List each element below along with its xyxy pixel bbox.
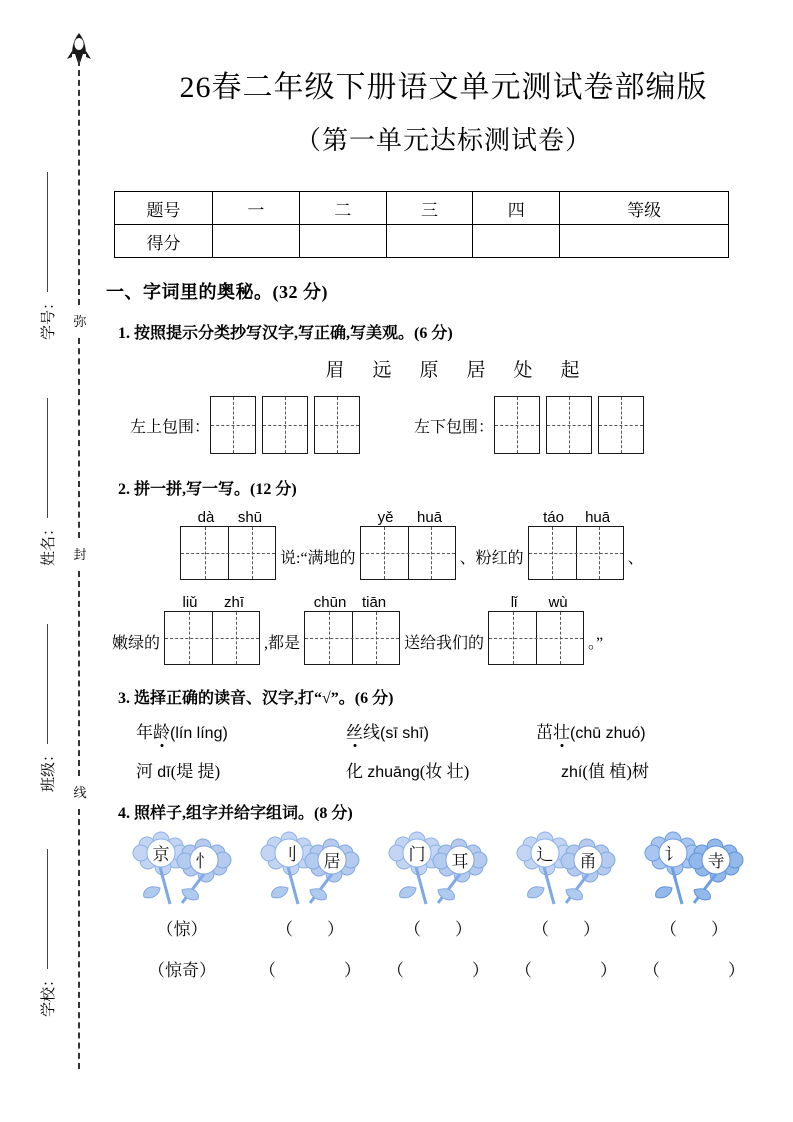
pinyin-label (304, 594, 400, 611)
pinyin-syllable: lǐ (510, 594, 518, 611)
question-1-number: 1. (118, 325, 130, 342)
flower-right-char-1: 居 (323, 852, 341, 871)
question-3-number: 3. (118, 690, 130, 707)
question-1-characters (100, 355, 793, 382)
q3-item-1[interactable] (136, 718, 346, 743)
q1-group-0-label: 左上包围： (130, 418, 211, 436)
q1-group-1-boxes[interactable] (494, 396, 644, 454)
pinyin-syllable: chūn (313, 594, 347, 611)
question-4-text: 照样子,组字并给字组词。(8 分) (134, 805, 353, 822)
flower-answer-char-3[interactable]: （ ） (532, 920, 600, 939)
field-name-line[interactable] (47, 398, 48, 518)
q3-choices-5[interactable]: (妆 壮) (419, 762, 470, 781)
q3-choices-1[interactable]: (lín líng) (170, 725, 228, 742)
write-grid[interactable] (488, 611, 584, 665)
write-grid[interactable] (180, 526, 276, 580)
q2-answer-3 (528, 509, 624, 580)
flower-left-char-3: 辶 (536, 845, 554, 864)
q3-word-2: 丝线 (346, 723, 380, 742)
fold-char-2: 线 (71, 779, 89, 804)
q1-char-1: 远 (372, 360, 420, 381)
pinyin-syllable: zhī (224, 594, 245, 611)
field-class-line[interactable] (47, 624, 48, 744)
flower-pair-icon (386, 831, 490, 909)
main-content (100, 0, 793, 1122)
question-4-flowers (118, 831, 793, 981)
pinyin-syllable: tiān (361, 594, 387, 611)
question-1-heading (118, 320, 793, 343)
question-3-line-1 (136, 718, 793, 743)
field-class[interactable] (30, 624, 64, 792)
flower-answer-word-3[interactable]: （ ） (515, 961, 617, 980)
flower-answer-word-0[interactable]: （惊奇） (148, 961, 216, 980)
grid-box[interactable] (210, 396, 256, 454)
page-subtitle: （第一单元达标测试卷） (294, 126, 592, 155)
flower-left-char-4: 讠 (664, 845, 682, 864)
q2-text-before: 嫩绿的 (112, 635, 161, 652)
fold-char-1: 封 (71, 541, 89, 566)
q3-item-3[interactable] (536, 718, 646, 743)
field-school-label: 学校： (39, 971, 57, 1017)
question-2-heading (118, 476, 793, 499)
grid-box[interactable] (314, 396, 360, 454)
flower-answer-word-1[interactable]: （ ） (259, 961, 361, 980)
q1-char-2: 原 (419, 360, 467, 381)
q2-answer-2 (360, 509, 456, 580)
field-name[interactable] (30, 398, 64, 566)
q3-post-6: 树 (631, 762, 649, 781)
q3-pinyin-4: dī (157, 764, 171, 781)
score-header-4: 四 (473, 192, 560, 225)
question-2-text: 拼一拼,写一写。(12 分) (134, 481, 297, 498)
q1-char-3: 居 (466, 360, 514, 381)
score-cell-2[interactable] (299, 225, 386, 258)
field-school-line[interactable] (47, 849, 48, 969)
q3-item-2[interactable] (346, 718, 536, 743)
flower-item-3 (502, 831, 630, 981)
q3-pinyin-6: zhí (561, 764, 583, 781)
write-grid[interactable] (360, 526, 456, 580)
question-1-text: 按照提示分类抄写汉字,写正确,写美观。(6 分) (134, 325, 453, 342)
fold-char-0: 弥 (71, 308, 89, 333)
q2-text-after-3: 、 (627, 550, 644, 567)
q3-pre-5: 化 (346, 762, 368, 781)
pinyin-label (528, 509, 624, 526)
q1-char-4: 处 (513, 360, 561, 381)
q2-text-after-2: 、粉红的 (459, 550, 524, 567)
pinyin-label (164, 594, 260, 611)
flower-left-char-1: 刂 (280, 845, 298, 864)
pinyin-syllable: huā (417, 509, 443, 526)
pinyin-label (360, 509, 456, 526)
q2-text-after-5: 送给我们的 (404, 635, 485, 652)
grid-box[interactable] (598, 396, 644, 454)
flower-right-char-4: 寺 (707, 852, 725, 871)
q2-text-after-4: ,都是 (264, 635, 301, 652)
q3-item-4[interactable] (136, 757, 346, 782)
table-row-scores (115, 225, 729, 258)
q2-text-after-6: 。” (588, 635, 604, 652)
score-header-2: 二 (299, 192, 386, 225)
flower-left-char-0: 京 (152, 845, 170, 864)
flower-right-char-0: 忄 (195, 852, 213, 871)
score-table (114, 191, 729, 258)
flower-right-char-3: 甬 (579, 852, 597, 871)
field-student-id-line[interactable] (47, 172, 48, 292)
table-row-header (115, 192, 729, 225)
flower-pair-icon (258, 831, 362, 909)
flower-pair-icon (130, 831, 234, 909)
question-2-line-1 (112, 509, 793, 580)
flower-item-2 (374, 831, 502, 981)
field-school[interactable] (30, 849, 64, 1017)
fold-dashed-line (73, 60, 87, 1070)
q3-pre-4: 河 (136, 762, 158, 781)
q3-word-1: 年龄 (136, 723, 170, 742)
flower-answer-word-2[interactable]: （ ） (387, 961, 489, 980)
write-grid[interactable] (304, 611, 400, 665)
q3-choices-6[interactable]: (值 植) (582, 762, 632, 781)
q2-text-after-1: 说:“满地的 (280, 550, 356, 567)
pinyin-syllable: shū (237, 509, 263, 526)
score-cell-1[interactable] (213, 225, 300, 258)
score-header-3: 三 (386, 192, 473, 225)
score-header-5: 等级 (560, 192, 729, 225)
grid-box[interactable] (546, 396, 592, 454)
q1-char-0: 眉 (325, 360, 373, 381)
score-header-0: 题号 (115, 192, 213, 225)
question-3-heading (118, 685, 793, 708)
score-cell-3[interactable] (386, 225, 473, 258)
pinyin-syllable: táo (543, 509, 564, 526)
score-row-label: 得分 (115, 225, 213, 258)
q2-answer-6 (488, 594, 584, 665)
write-grid[interactable] (164, 611, 260, 665)
write-grid[interactable] (528, 526, 624, 580)
flower-answer-char-1[interactable]: （ ） (276, 920, 344, 939)
q3-choices-4[interactable]: (堤 提) (170, 762, 221, 781)
q1-char-5: 起 (560, 360, 608, 381)
question-4-heading (118, 800, 793, 823)
field-name-label: 姓名： (39, 520, 57, 566)
q3-item-5[interactable] (346, 757, 561, 782)
score-cell-4[interactable] (473, 225, 560, 258)
pinyin-syllable: liǔ (182, 594, 198, 611)
field-student-id[interactable] (30, 172, 64, 340)
pinyin-syllable: dà (197, 509, 215, 526)
question-1-answer-area (130, 396, 793, 454)
q3-pinyin-5: zhuāng (367, 764, 420, 781)
flower-answer-word-4[interactable]: （ ） (643, 961, 745, 980)
grid-box[interactable] (262, 396, 308, 454)
question-2-number: 2. (118, 481, 130, 498)
pinyin-syllable: yě (377, 509, 394, 526)
score-cell-5[interactable] (560, 225, 729, 258)
grid-box[interactable] (494, 396, 540, 454)
pinyin-syllable: wù (548, 594, 568, 611)
question-3-line-2 (136, 757, 793, 782)
field-student-id-label: 学号： (39, 294, 57, 340)
flower-answer-char-2[interactable]: （ ） (404, 920, 472, 939)
flower-item-1 (246, 831, 374, 981)
q2-answer-4 (164, 594, 260, 665)
q1-group-0-boxes[interactable] (210, 396, 360, 454)
question-3-text: 选择正确的读音、汉字,打“√”。(6 分) (134, 690, 394, 707)
flower-pair-icon (514, 831, 618, 909)
flower-item-4 (630, 831, 758, 981)
score-header-1: 一 (213, 192, 300, 225)
pinyin-label (488, 594, 584, 611)
page-title: 26春二年级下册语文单元测试卷部编版 (179, 71, 708, 104)
question-4-number: 4. (118, 805, 130, 822)
flower-right-char-2: 耳 (451, 852, 469, 871)
q3-word-3: 茁壮 (536, 723, 570, 742)
pinyin-syllable: huā (585, 509, 611, 526)
q3-choices-2[interactable]: (sī shī) (380, 725, 429, 742)
q2-answer-1 (180, 509, 276, 580)
flower-pair-icon (642, 831, 746, 909)
question-2-line-2 (112, 594, 793, 665)
q3-item-6[interactable] (561, 757, 649, 782)
q1-group-1-label: 左下包围： (414, 418, 495, 436)
flower-item-0 (118, 831, 246, 981)
field-class-label: 班级： (39, 746, 57, 792)
flower-answer-char-4[interactable]: （ ） (660, 920, 728, 939)
pinyin-label (180, 509, 276, 526)
section-heading: 一、字词里的奥秘。(32 分) (106, 282, 328, 302)
left-margin-sidebar (0, 0, 100, 1122)
flower-answer-char-0[interactable]: （惊） (156, 920, 208, 939)
flower-left-char-2: 门 (408, 845, 426, 864)
q2-answer-5 (304, 594, 400, 665)
q3-choices-3[interactable]: (chū zhuó) (570, 725, 646, 742)
